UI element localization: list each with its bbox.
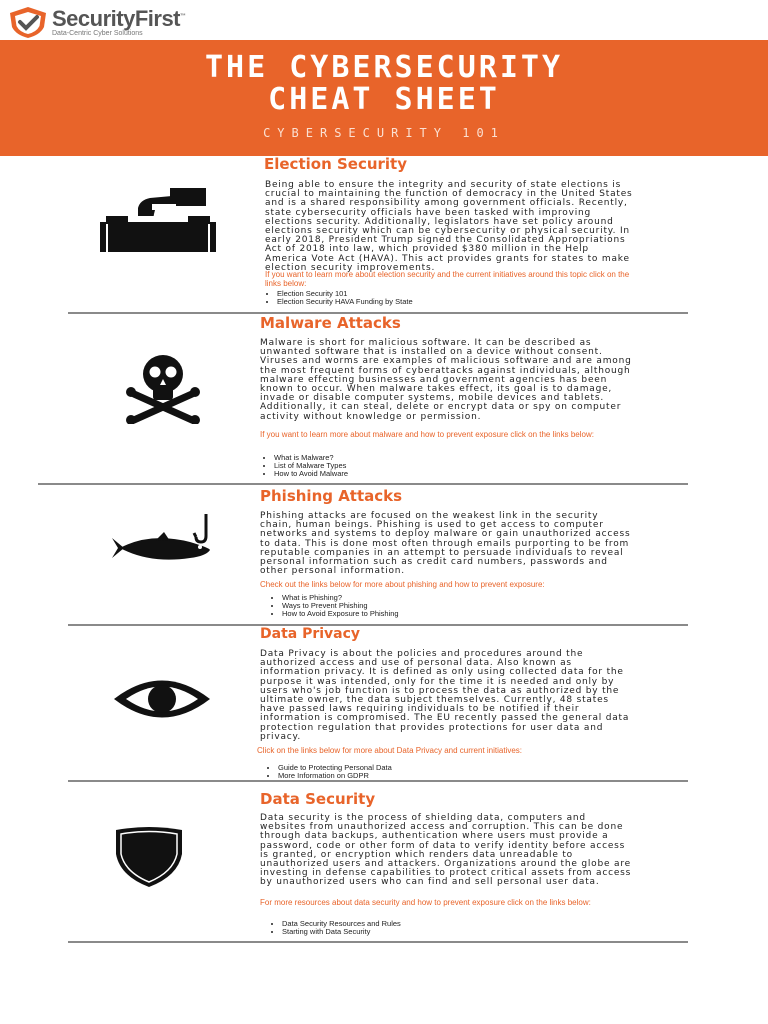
- section-cta-data-security: For more resources about data security and how to prevent exposure click on the links below:: [260, 898, 591, 907]
- link-list-data-security: [266, 920, 401, 936]
- link-more-information-on-gdpr[interactable]: • More Information on GDPR: [278, 772, 392, 780]
- section-divider: [38, 483, 688, 485]
- brand-name: SecurityFirst™: [52, 6, 186, 31]
- banner-subtitle: CYBERSECURITY 101: [263, 126, 505, 140]
- section-cta-malware-attacks: If you want to learn more about malware and how to prevent exposure click on the links below:: [260, 430, 594, 439]
- section-title-election-security: Election Security: [264, 155, 408, 173]
- link-list-data-privacy: [262, 764, 392, 780]
- link-what-is-phishing[interactable]: • What is Phishing?: [282, 594, 399, 602]
- banner-title-line1: THE CYBERSECURITY: [204, 50, 564, 85]
- section-title-data-privacy: Data Privacy: [260, 626, 361, 642]
- section-body-malware-attacks: Malware is short for malicious software. It can be described as unwanted software that is installed on a device without consent. Viruses and worms are examples of malicious software and are among the most frequent forms of cyberattacks against individuals, although malware effecting businesses and government agencies has been known to occur. When malware takes effect, its goal is to damage, invade or disable computer systems, mobile devices and tablets. Additionally, it can steal, delete or encrypt data or spy on computer activity without knowledge or permission.: [260, 338, 632, 422]
- banner-title-line2: CHEAT SHEET: [268, 82, 500, 117]
- link-list-election-security: [261, 290, 413, 306]
- section-body-phishing-attacks: Phishing attacks are focused on the weakest link in the security chain, human beings. Phishing is used to get access to computer networks and systems to deploy malware or gain unauthorized access to data. This is done most often through emails purporting to be from reputable companies in an attempt to persuade individuals to reveal personal information such as credit card numbers, passwords and other personal information.: [260, 511, 631, 577]
- link-list-phishing-attacks: [266, 594, 399, 618]
- link-what-is-malware[interactable]: • What is Malware?: [274, 454, 348, 462]
- section-divider: [68, 780, 688, 782]
- link-election-security-101[interactable]: • Election Security 101: [277, 290, 413, 298]
- brand-tagline: Data-Centric Cyber Solutions: [52, 30, 143, 37]
- section-title-malware-attacks: Malware Attacks: [260, 314, 401, 332]
- section-cta-phishing-attacks: Check out the links below for more about phishing and how to prevent exposure:: [260, 580, 545, 589]
- section-divider: [68, 624, 688, 626]
- link-data-security-resources-and-rules[interactable]: • Data Security Resources and Rules: [282, 920, 401, 928]
- link-guide-to-protecting-personal-data[interactable]: • Guide to Protecting Personal Data: [278, 764, 392, 772]
- securityfirst-logo-icon: [6, 5, 50, 39]
- link-list-of-malware-types[interactable]: • List of Malware Types: [274, 462, 348, 470]
- section-body-data-privacy: Data Privacy is about the policies and procedures around the authorized access and use of personal data. Also known as information privacy. It is defined as only using collected data for the purpose it was intended, only for the time it is needed and only by users who's job function is to process the data as authorized by the ultimate owner, the data subject themselves. Currently, 48 states have passed laws requiring individuals to be notified if their information is compromised. The EU recently passed the general data protection regulation that provides protections for user data and privacy.: [260, 649, 630, 742]
- link-how-to-avoid-exposure-to-phishing[interactable]: • How to Avoid Exposure to Phishing: [282, 610, 399, 618]
- link-how-to-avoid-malware[interactable]: • How to Avoid Malware: [274, 470, 348, 478]
- title-banner: [0, 40, 768, 156]
- link-election-security-hava-funding[interactable]: • Election Security HAVA Funding by State: [277, 298, 413, 306]
- link-ways-to-prevent-phishing[interactable]: • Ways to Prevent Phishing: [282, 602, 399, 610]
- section-title-phishing-attacks: Phishing Attacks: [260, 487, 403, 505]
- section-body-data-security: Data security is the process of shielding data, computers and websites from unauthorized access and corruption. This can be done through data backups, authentication where users must provide a password, code or other form of data to verify identity before access is granted, or encryption which renders data unreadable to unauthorized users and attackers. Organizations around the globe are investing in defense capabilities to protect critical assets from access by unauthorized users who can find and sell personal user data.: [260, 813, 632, 888]
- section-body-election-security: Being able to ensure the integrity and security of state elections is crucial to maintaining the function of democracy in the United States and is a shared responsibility among government officials. Recently, state cybersecurity officials have been tasked with improving elections security. Additionally, legislators have set policy around elections security which can be cybersecurity or physical security. In early 2018, President Trump signed the Consolidated Appropriations Act of 2018 into law, which provided $380 million in the Help America Vote Act (HAVA). This act provides grants for states to make election security improvements.: [265, 180, 633, 273]
- section-divider: [68, 941, 688, 943]
- fish-hook-icon: [110, 512, 220, 568]
- link-list-malware-attacks: [258, 454, 348, 478]
- eye-icon: [112, 676, 212, 722]
- section-cta-election-security: If you want to learn more about election security and the current initiatives around this topic click on the links below:: [265, 270, 630, 288]
- shield-icon: [114, 826, 184, 888]
- ballot-box-icon: [98, 186, 218, 254]
- brand-name-part1: Security: [52, 6, 135, 31]
- logo-bar: [0, 0, 768, 40]
- skull-crossbones-icon: [124, 354, 202, 424]
- section-title-data-security: Data Security: [260, 790, 376, 808]
- section-cta-data-privacy: Click on the links below for more about Data Privacy and current initiatives:: [257, 746, 523, 755]
- brand-name-part2: First: [134, 6, 181, 31]
- link-starting-with-data-security[interactable]: • Starting with Data Security: [282, 928, 401, 936]
